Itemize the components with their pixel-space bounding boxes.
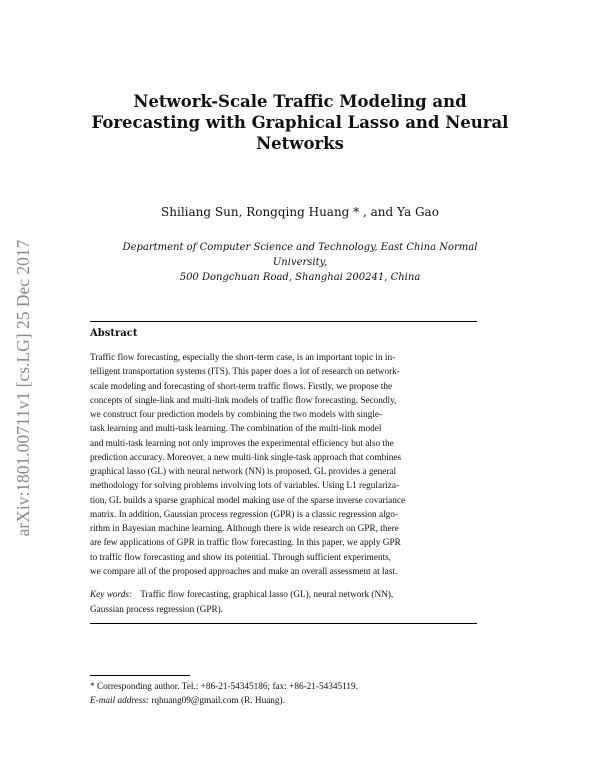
footnote-rule <box>90 675 190 676</box>
abstract-line: telligent transportation systems (ITS). This paper does a lot of research on network- <box>90 367 400 378</box>
email-value: rqhuang09@gmail.com (R. Huang). <box>151 696 285 706</box>
email-label: E-mail address: <box>90 696 150 706</box>
footnote-email <box>90 694 490 708</box>
affiliation-line: Department of Computer Science and Technology, East China Normal University, <box>122 242 478 268</box>
abstract-line: to traffic flow forecasting and show its potential. Through sufficient experiments, <box>90 552 392 563</box>
abstract-line: prediction accuracy. Moreover, a new multi-link single-task approach that combines <box>90 452 402 463</box>
affiliation-line: 500 Dongchuan Road, Shanghai 200241, China <box>179 272 421 283</box>
abstract-line: graphical lasso (GL) with neural network (NN) is proposed. GL provides a general <box>90 467 397 477</box>
abstract-line: scale modeling and forecasting of short-term traffic flows. Firstly, we propose the <box>90 381 393 392</box>
abstract-line: are few applications of GPR in traffic flow forecasting. In this paper, we apply GPR <box>90 538 401 549</box>
keywords <box>90 588 477 617</box>
keywords-line: Gaussian process regression (GPR). <box>90 604 224 615</box>
author-list: Shiliang Sun, Rongqing Huang * , and Ya Gao <box>161 205 439 219</box>
abstract-heading: Abstract <box>90 328 138 339</box>
abstract-line: methodology for solving problems involving lots of variables. Using L1 regulariza- <box>90 481 400 492</box>
abstract-line: concepts of single-link and multi-link models of traffic flow forecasting. Secondly, <box>90 395 397 406</box>
abstract-top-rule <box>90 321 477 322</box>
abstract-line: we construct four prediction models by combining the two models with single- <box>90 410 383 420</box>
arxiv-identifier: arXiv:1801.00711v1 [cs.LG] 25 Dec 2017 <box>13 239 33 537</box>
abstract-line: tion, GL builds a sparse graphical model making use of the sparse inverse covariance <box>90 495 406 506</box>
footnote <box>90 680 490 708</box>
keywords-label: Key words: <box>90 590 133 600</box>
paper-title <box>80 91 520 154</box>
keywords-text: Traffic flow forecasting, graphical lasso (GL), neural network (NN), <box>140 590 394 600</box>
abstract-bottom-rule <box>90 623 477 624</box>
title-line: Network-Scale Traffic Modeling and <box>133 92 467 111</box>
keywords-line <box>90 588 477 603</box>
abstract-line: and multi-task learning not only improves the experimental efficiency but also the <box>90 438 394 449</box>
title-line: Forecasting with Graphical Lasso and Neural <box>91 113 509 132</box>
affiliation <box>100 240 500 285</box>
abstract-line: matrix. In addition, Gaussian process regression (GPR) is a classic regression algo- <box>90 509 399 520</box>
abstract-line: task learning and multi-task learning. The combination of the multi-link model <box>90 424 382 435</box>
footnote-corresponding: * Corresponding author. Tel.: +86-21-54345186; fax: +86-21-54345119. <box>90 682 358 692</box>
abstract-line: Traffic flow forecasting, especially the short-term case, is an important topic in in- <box>90 353 396 363</box>
abstract-line: we compare all of the proposed approaches and make an overall assessment at last. <box>90 566 398 577</box>
title-line: Networks <box>256 134 344 153</box>
abstract-line: rithm in Bayesian machine learning. Although there is wide research on GPR, there <box>90 524 399 534</box>
abstract-body <box>90 351 477 579</box>
